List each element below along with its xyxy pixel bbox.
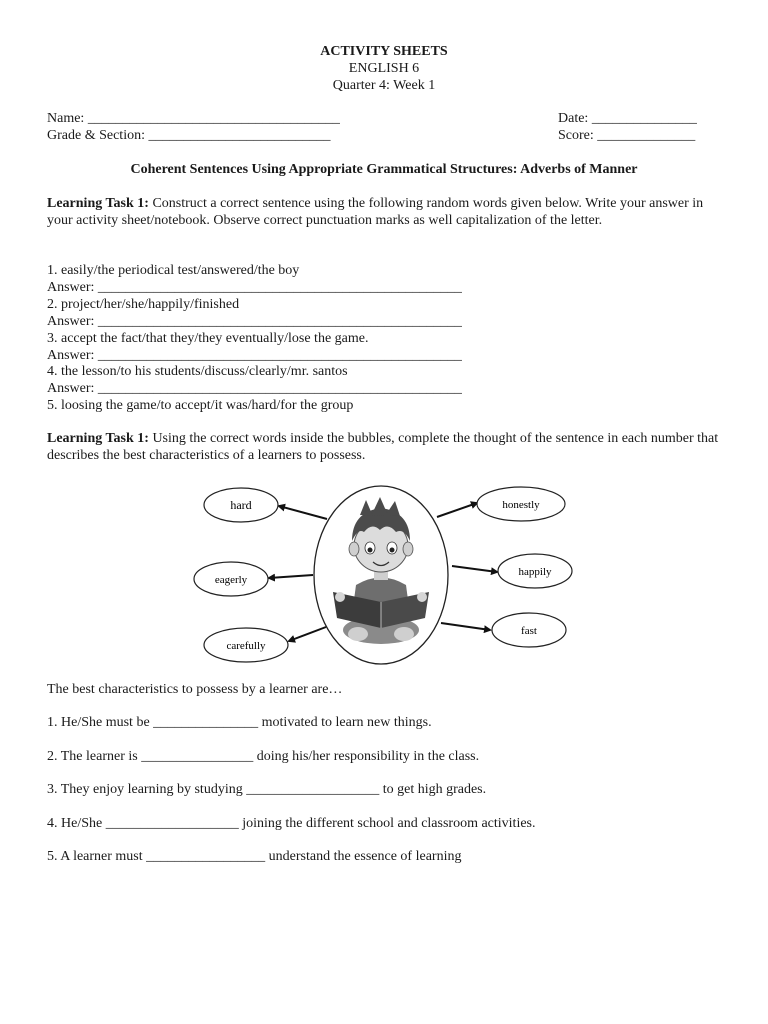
arrow-to-fast [441,623,490,630]
completion-sentence: 4. He/She ___________________ joining the different school and classroom activities. [47,816,536,831]
task1-answer-line: Answer: ____________________________________________________ [47,280,462,295]
task1-item: 5. loosing the game/to accept/it was/hard/for the group [47,398,354,413]
task2-text: Using the correct words inside the bubbles, complete the thought of the sentence in each number that describes the best characteristics of a learners to possess. [47,431,719,463]
task1-item: 4. the lesson/to his students/discuss/clearly/mr. santos [47,364,348,379]
bubble-label: eagerly [214,574,248,586]
task1-text: Construct a correct sentence using the following random words given below. Write your answer in your activity sheet/notebook. Observe correct punctuation marks as well capitalization of the letter. [47,196,704,228]
completion-sentence: 1. He/She must be _______________ motivated to learn new things. [47,715,432,730]
bubble-carefully [204,628,288,662]
completion-sentence: 3. They enjoy learning by studying ___________________ to get high grades. [47,782,487,797]
arrow-to-hard [279,506,327,519]
bubble-label: carefully [226,640,266,652]
score-field: Score: ______________ [558,128,696,143]
quarter-week: Quarter 4: Week 1 [332,78,436,93]
bubble-hard [204,488,278,522]
sheet-title: ACTIVITY SHEETS [320,44,448,59]
bubble-fast [492,613,566,647]
task1-answer-line: Answer: ____________________________________________________ [47,314,462,329]
name-field: Name: ____________________________________ [47,111,340,126]
bubble-happily [498,554,572,588]
bubble-eagerly [194,562,268,596]
arrow-to-carefully [289,627,326,641]
arrow-to-honestly [437,503,477,517]
task1-answer-line: Answer: ____________________________________________________ [47,348,462,363]
completion-sentence: 5. A learner must _________________ understand the essence of learning [47,849,462,864]
task2-label: Learning Task 1: [47,431,149,446]
arrow-to-happily [452,566,497,572]
subject-title: ENGLISH 6 [348,61,420,76]
task1-item: 1. easily/the periodical test/answered/the boy [47,263,300,278]
bubble-label: fast [521,625,537,637]
bubble-label: happily [518,566,552,578]
topic-heading: Coherent Sentences Using Appropriate Grammatical Structures: Adverbs of Manner [130,162,638,177]
lead-sentence: The best characteristics to possess by a learner are… [47,682,343,697]
grade-section-field: Grade & Section: __________________________ [47,128,331,143]
bubble-label: honestly [502,499,540,511]
completion-sentence: 2. The learner is ________________ doing his/her responsibility in the class. [47,749,480,764]
bubble-honestly [477,487,565,521]
bubble-label: hard [230,498,252,512]
task1-item: 3. accept the fact/that they/they eventually/lose the game. [47,331,369,346]
task1-label: Learning Task 1: [47,196,149,211]
task1-answer-line: Answer: ____________________________________________________ [47,381,462,396]
date-field: Date: _______________ [558,111,697,126]
arrow-to-eagerly [269,575,313,578]
task1-item: 2. project/her/she/happily/finished [47,297,240,312]
